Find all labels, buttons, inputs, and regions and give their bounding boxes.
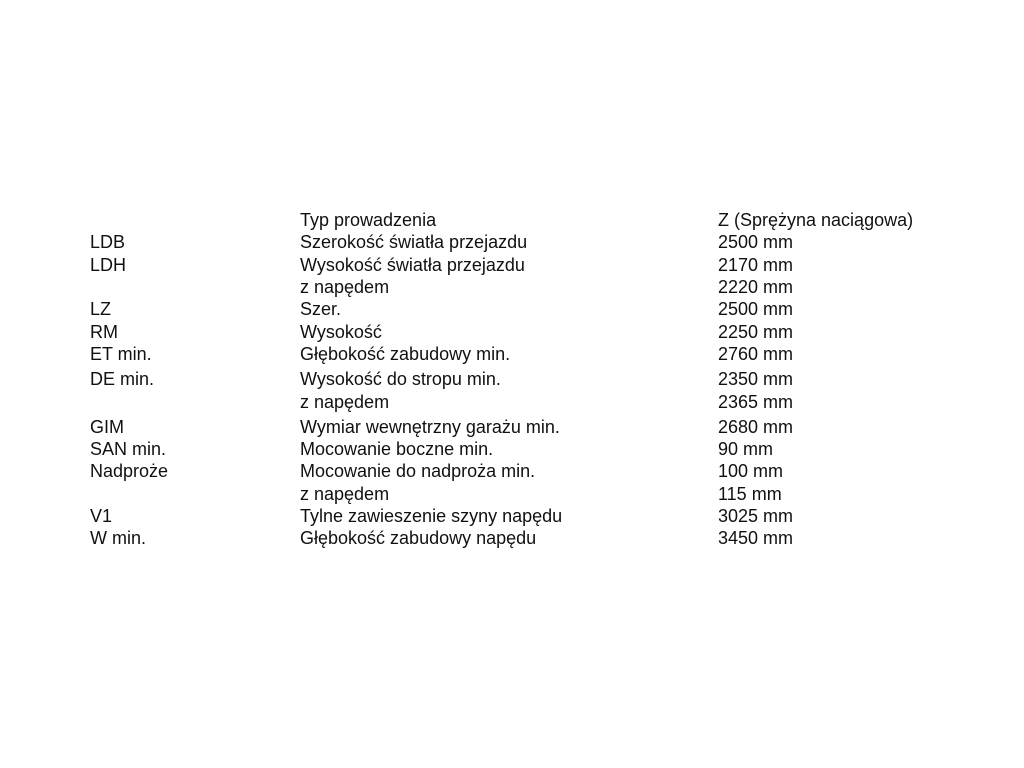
row-code: DE min. [90, 369, 155, 390]
row-description: z napędem [300, 391, 390, 412]
row-description: Tylne zawieszenie szyny napędu [300, 506, 563, 526]
row-description: Głębokość zabudowy napędu [300, 528, 537, 549]
table-row [90, 276, 958, 298]
table-row [90, 320, 958, 342]
row-description: Wysokość do stropu min. [300, 369, 501, 390]
table-row [90, 298, 958, 320]
table-row [90, 438, 958, 460]
row-value: 2350 mm [718, 369, 794, 390]
row-description: Wysokość światła przejazdu [300, 254, 525, 275]
row-value: 2760 mm [718, 343, 794, 364]
row-code: V1 [90, 506, 113, 526]
row-description: Szer. [300, 299, 342, 320]
table-row [90, 460, 958, 482]
row-value: 2680 mm [718, 416, 794, 437]
row-value: 3025 mm [718, 506, 794, 526]
spec-table [90, 209, 958, 549]
row-value: 2500 mm [718, 232, 794, 253]
row-description: Mocowanie do nadproża min. [300, 461, 536, 482]
row-code: RM [90, 321, 118, 342]
table-row [90, 527, 958, 549]
table-header-row [90, 209, 958, 231]
row-code: LDH [90, 254, 127, 275]
table-row [90, 416, 958, 438]
row-description: Głębokość zabudowy min. [300, 343, 511, 364]
row-description: Mocowanie boczne min. [300, 439, 494, 460]
table-row [90, 343, 958, 365]
row-value: 2170 mm [718, 254, 794, 275]
header-description: Typ prowadzenia [300, 210, 437, 231]
row-code: SAN min. [90, 439, 167, 460]
row-description: Szerokość światła przejazdu [300, 232, 528, 253]
table-row [90, 390, 958, 412]
table-row [90, 254, 958, 276]
row-code: LDB [90, 232, 126, 253]
header-value: Z (Sprężyna naciągowa) [718, 210, 914, 231]
row-description: Wysokość [300, 321, 382, 342]
row-description: Wymiar wewnętrzny garażu min. [300, 416, 560, 437]
row-value: 115 mm [718, 483, 782, 504]
row-description: z napędem [300, 483, 390, 504]
row-description: z napędem [300, 277, 390, 298]
row-value: 90 mm [718, 439, 774, 460]
table-row [90, 368, 958, 390]
row-code: LZ [90, 299, 112, 320]
row-value: 3450 mm [718, 528, 794, 549]
table-row [90, 483, 958, 505]
row-value: 2365 mm [718, 391, 794, 412]
row-value: 100 mm [718, 461, 784, 482]
table-row [90, 231, 958, 253]
row-value: 2500 mm [718, 299, 794, 320]
row-code: GIM [90, 416, 124, 437]
row-code: Nadproże [90, 461, 169, 482]
row-code: ET min. [90, 343, 152, 364]
row-code: W min. [90, 528, 146, 549]
row-value: 2250 mm [718, 321, 794, 342]
row-value: 2220 mm [718, 277, 794, 298]
table-row [90, 505, 958, 527]
